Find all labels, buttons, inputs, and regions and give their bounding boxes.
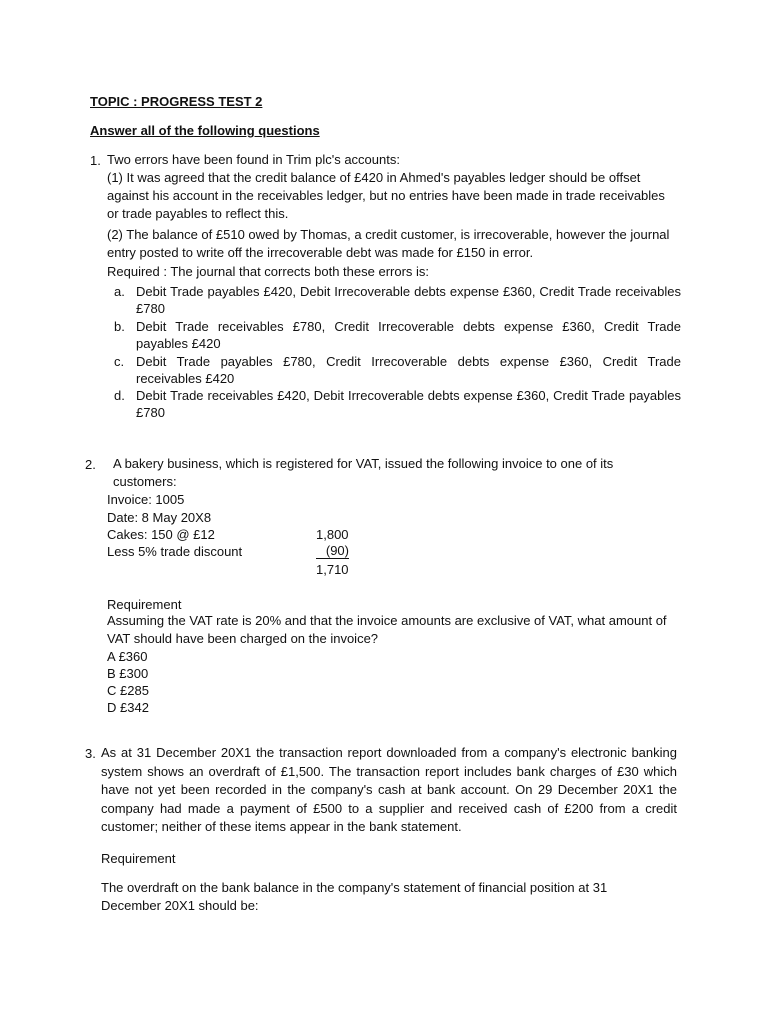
option-d [114,387,681,421]
option-c [114,353,681,387]
option-text: Debit Trade payables £420, Debit Irrecoverable debts expense £360, Credit Trade receivables £780 [136,284,681,316]
answer-option: D £342 [107,700,149,715]
invoice-line-amount: 1,800 [316,527,349,542]
required-text: Required : The journal that corrects both these errors is: [107,264,430,279]
topic-heading: TOPIC : PROGRESS TEST 2 [90,94,263,109]
requirement-text: Assuming the VAT rate is 20% and that the invoice amounts are exclusive of VAT, what amount of VAT should have been charged on the invoice? [107,613,667,646]
requirement-heading: Requirement [107,597,182,612]
invoice-line-amount [316,543,349,559]
invoice-number: Invoice: 1005 [107,492,185,507]
invoice-line-label: Cakes: 150 @ £12 [107,527,215,542]
invoice-total: 1,710 [316,562,349,577]
option-text: Debit Trade receivables £780, Credit Irrecoverable debts expense £360, Credit Trade payables £420 [136,319,681,351]
invoice-line-label: Less 5% trade discount [107,544,243,559]
error-2-text: (2) The balance of £510 owed by Thomas, a credit customer, is irrecoverable, however the journal entry posted to write off the irrecoverable debt was made for £150 in error. [107,227,670,260]
question-prompt: The overdraft on the bank balance in the company's statement of financial position at 31 December 20X1 should be: [101,880,608,913]
option-a [114,283,681,317]
question-intro: Two errors have been found in Trim plc's accounts: [107,152,400,167]
requirement-heading: Requirement [101,851,176,866]
question-intro: A bakery business, which is registered for VAT, issued the following invoice to one of its customers: [113,456,614,489]
question-text: As at 31 December 20X1 the transaction report downloaded from a company's electronic banking system shows an overdraft of £1,500. The transaction report includes bank charges of £30 which have not yet been recorded in the company's cash at bank account. On 29 December 20X1 the company had made a payment of £500 to a supplier and received cash of £200 from a credit customer; neither of these items appear in the bank statement. [101,745,677,834]
option-label: b. [114,319,125,334]
answer-option: B £300 [107,666,149,681]
option-text: Debit Trade payables £780, Credit Irrecoverable debts expense £360, Credit Trade receivables £420 [136,354,681,386]
answer-option: A £360 [107,649,148,664]
option-b [114,318,681,352]
question-number: 3. [85,746,96,761]
question-number: 1. [90,153,101,168]
error-1-text: (1) It was agreed that the credit balance of £420 in Ahmed's payables ledger should be offset against his account in the receivables ledger, but no entries have been made in trade receivables or trade payables to reflect this. [107,170,665,221]
option-label: d. [114,388,125,403]
option-text: Debit Trade receivables £420, Debit Irrecoverable debts expense £360, Credit Trade payables £780 [136,388,681,420]
answer-option: C £285 [107,683,149,698]
question-number: 2. [85,457,96,472]
option-label: c. [114,354,125,369]
instruction-heading: Answer all of the following questions [90,123,320,138]
option-label: a. [114,284,125,299]
invoice-line-amount-text: (90) [325,543,349,558]
invoice-date: Date: 8 May 20X8 [107,510,212,525]
